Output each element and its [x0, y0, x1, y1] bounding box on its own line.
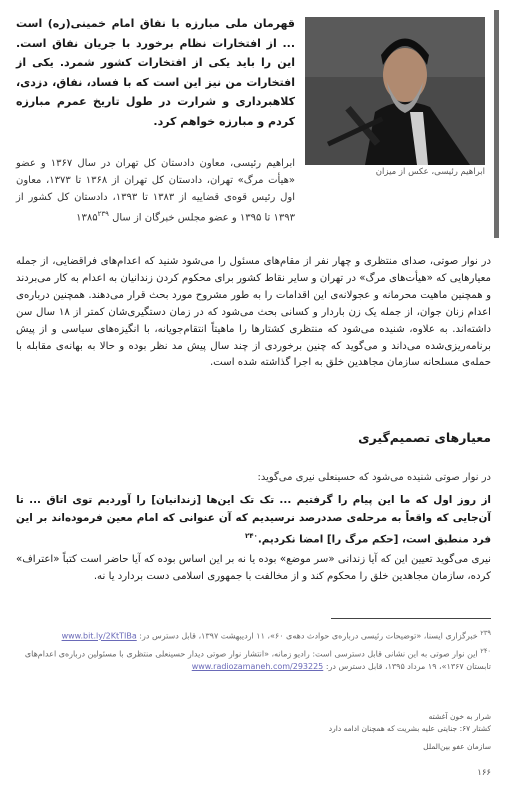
- bold-quote: [16, 491, 491, 548]
- highlight-quote: قهرمان ملی مبارزه با نفاق امام خمینی(ره) است ... از افتخارات نظام برخورد با جریان نفاق است. این را باید یکی از افتخارات کشور شمرد. یکی از افتخارات من نیز این است که با فساد، نفاق، دزدی، کلاهبرداری و شرارت در طول تاریخ عمرم مبارزه کردم و مبارزه خواهم کرد.: [16, 17, 295, 128]
- side-bar-decoration: [494, 10, 499, 238]
- footnote: [16, 627, 491, 643]
- book-subtitle: کشتار ۶۷: جنایتی علیه بشریت که همچنان ادامه دارد: [328, 724, 491, 733]
- section-heading: معیارهای تصمیم‌گیری: [358, 430, 491, 445]
- photo-caption: ابراهیم رئیسی، عکس از میزان: [375, 167, 485, 177]
- portrait-photo: [305, 17, 485, 165]
- footnote-ref: ۲۴۰: [244, 532, 258, 540]
- page-number: ۱۶۶: [477, 768, 491, 778]
- footnote-link[interactable]: www.radiozamaneh.com/293225: [191, 661, 324, 671]
- bold-quote-text: از روز اول که ما این پیام را گرفتیم ... تک تک این‌ها [زندانیان] را آوردیم توی اتاق ... تا آن‌جایی که واقعاً به مرحله‌ی صددرصد نرسیدیم که آن عنوانی که امام معین فرموده‌اند بر این فرد منطبق است، [حکم مرگ را] امضا نکردیم.: [16, 494, 491, 546]
- portrait-illustration: [305, 17, 485, 165]
- body-paragraph: در نوار صوتی، صدای منتظری و چهار نفر از مقام‌های مسئول را می‌شود شنید که اعدام‌های فراقضایی، از جمله معیارهایی که «هیأت‌های مرگ» در تهران و سایر نقاط کشور برای محکوم کردن زندانیان به اعدام به کار می‌بردند و همچنین ماهیت محرمانه و عجولانه‌ی این اقدامات را به طور مشروح مورد بحث قرار می‌دهند. همچنین درباره‌ی اعدام زنان جوان، از جمله یک زن باردار و کسانی بحث می‌شود که در زمان دستگیری‌شان کمتر از ۱۸ سال سن داشته‌اند. به علاوه، شنیده می‌شود که منتظری کشتارها را ماهیتاً انتقام‌جویانه، با انگیزه‌های سیاسی و از پیش برنامه‌ریزی‌شده می‌داند و می‌گوید که چنین برخوردی از چند سال پیش مد نظر بوده و حالا به بهانه‌ی مقابله با حمله‌ی مسلحانه سازمان مجاهدین خلق به اجرا گذاشته شده است.: [16, 256, 491, 369]
- publisher: سازمان عفو بین‌الملل: [423, 742, 491, 751]
- footnote-ref: ۲۳۹: [97, 210, 109, 218]
- footnote-link[interactable]: www.bit.ly/2KtTIBa: [61, 631, 137, 641]
- book-title: شرار به خون آغشته: [428, 712, 491, 721]
- quote-intro: در نوار صوتی شنیده می‌شود که حسینعلی نیری می‌گوید:: [257, 472, 491, 483]
- footnote-text: خبرگزاری ایسنا، «توضیحات رئیسی درباره‌ی حوادث دهه‌ی ۶۰»، ۱۱ اردیبهشت ۱۳۹۷، قابل دسترس در:: [139, 631, 478, 641]
- footnote-text: این نوار صوتی به این نشانی قابل دسترسی است: رادیو زمانه، «انتشار نوار صوتی دیدار حسینعلی منتظری با مسئولین درباره‌ی اعدام‌های تابستان ۱۳۶۷»، ۱۹ مرداد ۱۳۹۵، قابل دسترس در:: [24, 649, 491, 671]
- footnote-number: ۲۳۹: [480, 629, 491, 637]
- body-paragraph: نیری می‌گوید تعیین این که آیا زندانی «سر موضع» بوده یا نه بر این اساس بوده که آیا حاضر است کتباً «اعتراف» کرده، سازمان مجاهدین خلق را محکوم کند و از مخالفت با جمهوری اسلامی دست بردارد یا نه.: [16, 554, 491, 582]
- bio-body: ابراهیم رئیسی، معاون دادستان کل تهران در سال ۱۳۶۷ و عضو «هیأت مرگ» تهران، دادستان کل تهران از ۱۳۶۸ تا ۱۳۷۳، معاون اول رئیس قوه‌ی قضاییه از ۱۳۸۳ تا ۱۳۹۳، دادستان کل کشور از ۱۳۹۳ تا ۱۳۹۵ و عضو مجلس خبرگان از سال ۱۳۸۵: [16, 158, 296, 224]
- footnote-divider: [331, 618, 491, 619]
- footnote: [16, 645, 491, 673]
- bio-text: [16, 155, 295, 226]
- footnote-number: ۲۴۰: [480, 647, 491, 655]
